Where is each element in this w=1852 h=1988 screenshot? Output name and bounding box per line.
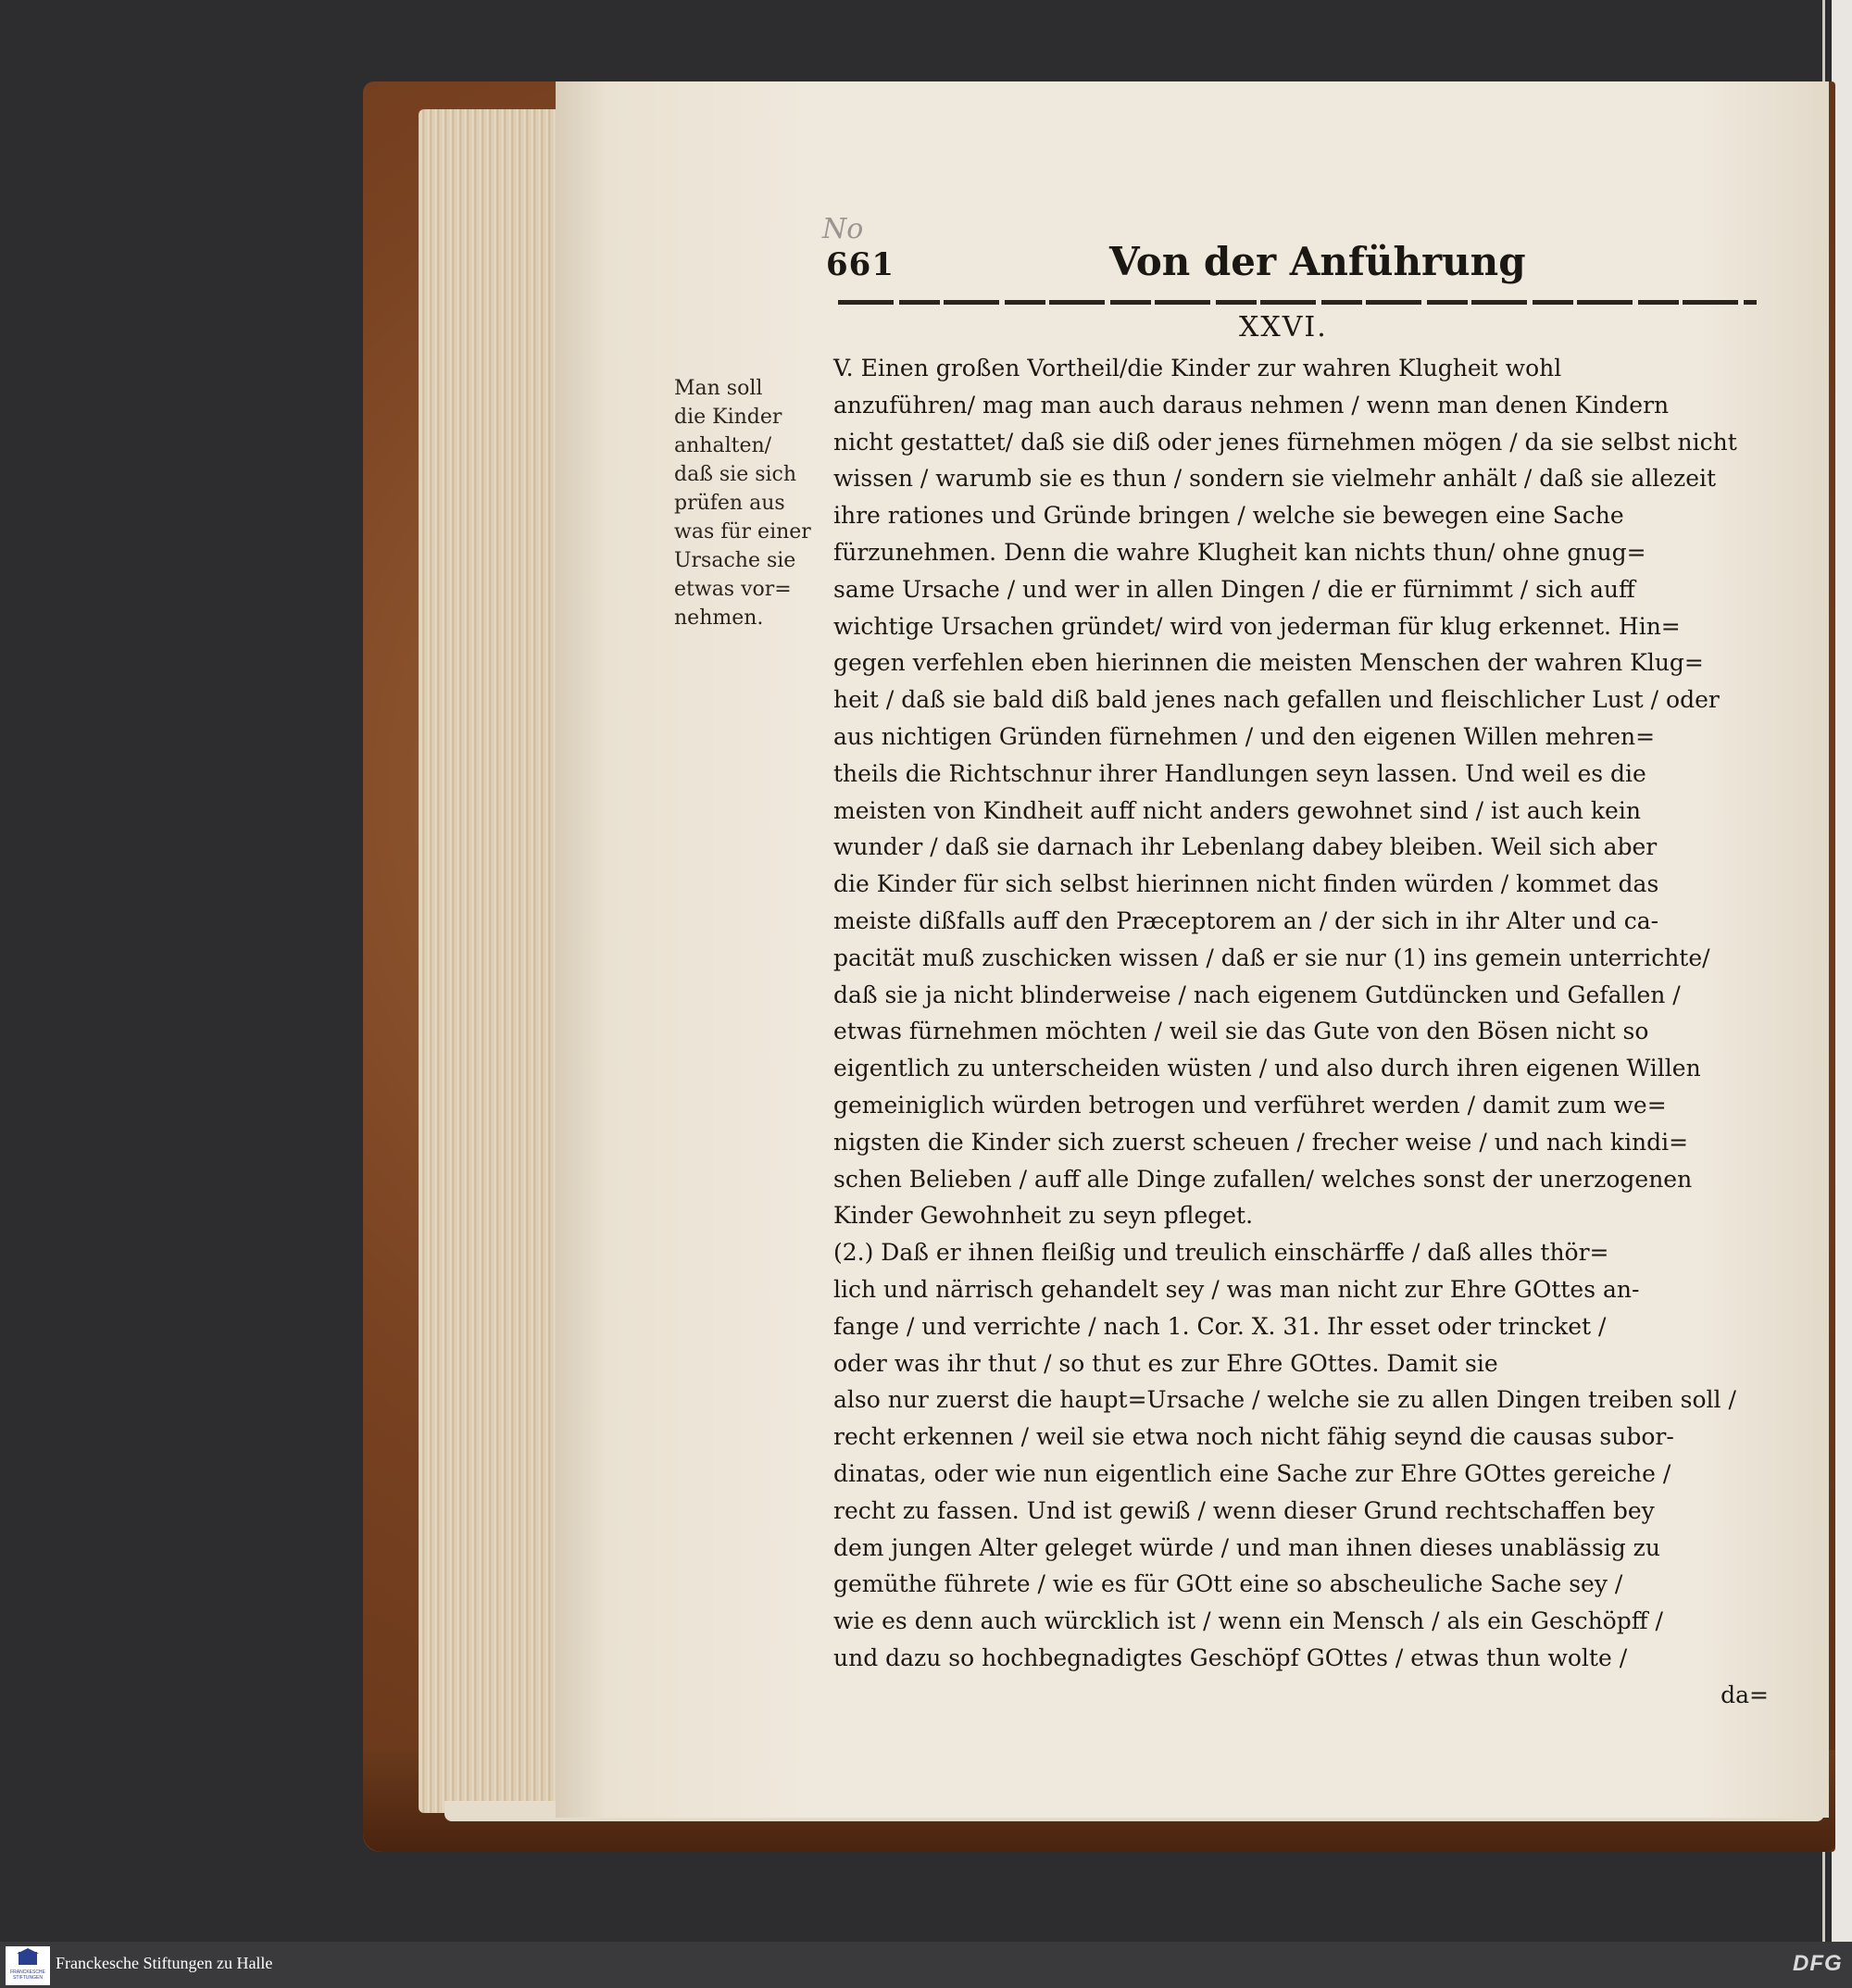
logo-building-icon (19, 1952, 37, 1965)
body-line: etwas fürnehmen möchten / weil sie das Gute von den Bösen nicht so (833, 1018, 1649, 1045)
margin-note-line: was für einer (674, 520, 811, 544)
body-line: gemüthe führete / wie es für GOtt eine so abscheuliche Sache sey / (833, 1570, 1623, 1598)
body-line: meisten von Kindheit auff nicht anders gewohnet sind / ist auch kein (833, 796, 1641, 824)
body-line: nicht gestattet/ daß sie diß oder jenes fürnehmen mögen / da sie selbst nicht (833, 428, 1737, 456)
body-line: ihre rationes und Gründe bringen / welche sie bewegen eine Sache (833, 502, 1624, 530)
margin-note-line: die Kinder (674, 406, 782, 429)
body-line: meiste dißfalls auff den Præceptorem an / der sich in ihr Alter und ca- (833, 906, 1659, 934)
body-line: die Kinder für sich selbst hierinnen nicht finden würden / kommet das (833, 870, 1659, 898)
logo-text: FRANCKESCHE STIFTUNGEN (10, 1969, 45, 1981)
header-rule (838, 300, 1757, 305)
body-line: wichtige Ursachen gründet/ wird von jederman für klug erkennet. Hin= (833, 612, 1681, 640)
margin-note-line: Man soll (674, 377, 763, 400)
body-line: eigentlich zu unterscheiden wüsten / und also durch ihren eigenen Willen (833, 1055, 1701, 1082)
margin-note-line: nehmen. (674, 606, 764, 630)
body-line: (2.) Daß er ihnen fleißig und treulich einschärffe / daß alles thör= (833, 1239, 1609, 1267)
running-head: Von der Anführung (1109, 239, 1526, 284)
body-line: fürzunehmen. Denn die wahre Klugheit kan nichts thun/ ohne gnug= (833, 538, 1646, 566)
margin-note (674, 374, 822, 632)
margin-note-line: daß sie sich (674, 463, 797, 486)
body-line: daß sie ja nicht blinderweise / nach eigenem Gutdüncken und Gefallen / (833, 981, 1681, 1008)
margin-note-line: etwas vor= (674, 578, 792, 601)
viewer-footer (0, 1942, 1852, 1988)
body-line: V. Einen großen Vortheil/die Kinder zur wahren Klugheit wohl (833, 355, 1562, 381)
page-number: 661 (826, 246, 895, 283)
body-line: heit / daß sie bald diß bald jenes nach gefallen und fleischlicher Lust / oder (833, 686, 1720, 714)
body-line: und dazu so hochbegnadigtes Geschöpf GOttes / etwas thun wolte / (833, 1644, 1628, 1671)
body-line: theils die Richtschnur ihrer Handlungen seyn lassen. Und weil es die (833, 759, 1646, 787)
body-line: anzuführen/ mag man auch daraus nehmen / wenn man denen Kindern (833, 391, 1670, 419)
body-line: gegen verfehlen eben hierinnen die meisten Menschen der wahren Klug= (833, 649, 1704, 677)
body-line: dinatas, oder wie nun eigentlich eine Sache zur Ehre GOttes gereiche / (833, 1459, 1671, 1487)
body-text (833, 350, 1769, 1713)
body-line: also nur zuerst die haupt=Ursache / welche sie zu allen Dingen treiben soll / (833, 1386, 1736, 1414)
body-line: wissen / warumb sie es thun / sondern sie vielmehr anhält / daß sie allezeit (833, 465, 1717, 493)
body-line: Kinder Gewohnheit zu seyn pfleget. (833, 1202, 1254, 1230)
institution-name[interactable]: Franckesche Stiftungen zu Halle (56, 1954, 273, 1972)
section-number: XXVI. (1239, 311, 1328, 344)
body-line: recht zu fassen. Und ist gewiß / wenn dieser Grund rechtschaffen bey (833, 1496, 1655, 1524)
catchword: da= (1721, 1681, 1769, 1708)
body-line: aus nichtigen Gründen fürnehmen / und den eigenen Willen mehren= (833, 722, 1656, 750)
page-edges (419, 109, 557, 1813)
margin-note-line: Ursache sie (674, 549, 796, 572)
margin-note-line: prüfen aus (674, 492, 785, 515)
body-line: lich und närrisch gehandelt sey / was man nicht zur Ehre GOttes an- (833, 1275, 1640, 1303)
body-line: wie es denn auch würcklich ist / wenn ein Mensch / als ein Geschöpff / (833, 1607, 1663, 1635)
body-line: schen Belieben / auff alle Dinge zufallen/ welches sonst der unerzogenen (833, 1165, 1693, 1193)
body-line: gemeiniglich würden betrogen und verführet werden / damit zum we= (833, 1091, 1667, 1119)
body-line: pacität muß zuschicken wissen / daß er sie nur (1) ins gemein unterrichte/ (833, 944, 1710, 971)
body-line: same Ursache / und wer in allen Dingen / die er fürnimmt / sich auff (833, 575, 1635, 603)
body-line: recht erkennen / weil sie etwa noch nicht fähig seynd die causas subor- (833, 1423, 1674, 1451)
body-line: nigsten die Kinder sich zuerst scheuen / frecher weise / und nach kindi= (833, 1128, 1689, 1156)
faint-annotation: No (822, 213, 864, 245)
body-line: oder was ihr thut / so thut es zur Ehre GOttes. Damit sie (833, 1349, 1498, 1377)
body-line: wunder / daß sie darnach ihr Lebenlang dabey bleiben. Weil sich aber (833, 833, 1658, 861)
dfg-logo[interactable]: DFG (1793, 1951, 1843, 1976)
body-line: dem jungen Alter geleget würde / und man ihnen dieses unablässig zu (833, 1533, 1660, 1561)
body-line: fange / und verrichte / nach 1. Cor. X. 31. Ihr esset oder trincket / (833, 1312, 1607, 1340)
margin-note-line: anhalten/ (674, 434, 772, 457)
